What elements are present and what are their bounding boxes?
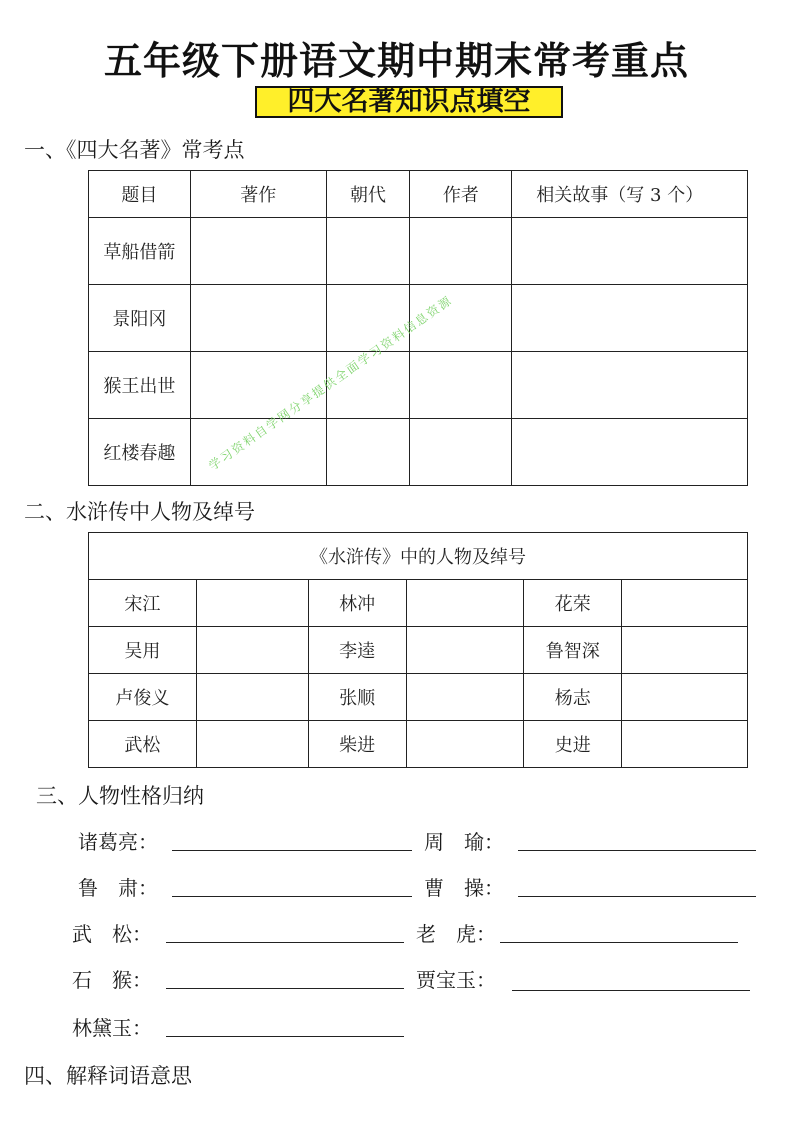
nickname-cell[interactable] <box>622 580 748 627</box>
table-row <box>89 580 748 627</box>
character-name: 卢俊义 <box>89 674 197 721</box>
section1-heading: 一、《四大名著》常考点 <box>24 138 245 162</box>
nickname-cell[interactable] <box>196 580 308 627</box>
page-title: 五年级下册语文期中期末常考重点 <box>103 39 689 83</box>
table-row <box>89 627 748 674</box>
answer-cell[interactable] <box>512 285 748 352</box>
nickname-cell[interactable] <box>622 674 748 721</box>
character-name: 张顺 <box>308 674 406 721</box>
trait-label: 曹 操： <box>424 876 504 900</box>
nickname-cell[interactable] <box>406 721 524 768</box>
header-topic: 题目 <box>89 171 191 218</box>
header-stories: 相关故事（写 3 个） <box>512 171 748 218</box>
character-name: 花荣 <box>524 580 622 627</box>
answer-cell[interactable] <box>512 352 748 419</box>
trait-label: 武 松： <box>72 922 152 946</box>
table-row <box>89 721 748 768</box>
character-name: 宋江 <box>89 580 197 627</box>
table-header-row <box>89 171 748 218</box>
topic-cell: 猴王出世 <box>89 352 191 419</box>
table-row <box>89 218 748 285</box>
topic-cell: 景阳冈 <box>89 285 191 352</box>
character-name: 吴用 <box>89 627 197 674</box>
answer-line[interactable] <box>518 850 756 851</box>
header-author: 作者 <box>410 171 512 218</box>
nickname-cell[interactable] <box>622 721 748 768</box>
answer-cell[interactable] <box>190 285 326 352</box>
answer-cell[interactable] <box>190 218 326 285</box>
nickname-cell[interactable] <box>622 627 748 674</box>
trait-label: 老 虎： <box>416 922 496 946</box>
topic-cell: 红楼春趣 <box>89 419 191 486</box>
characters-table-title: 《水浒传》中的人物及绰号 <box>89 533 748 580</box>
table-row <box>89 352 748 419</box>
trait-label: 鲁 肃： <box>78 876 158 900</box>
character-name: 柴进 <box>308 721 406 768</box>
header-work: 著作 <box>190 171 326 218</box>
section4-heading: 四、解释词语意思 <box>24 1064 192 1088</box>
trait-label: 石 猴： <box>72 968 152 992</box>
character-name: 杨志 <box>524 674 622 721</box>
answer-line[interactable] <box>172 896 412 897</box>
section2-heading: 二、水浒传中人物及绰号 <box>24 500 255 524</box>
answer-line[interactable] <box>518 896 756 897</box>
character-name: 鲁智深 <box>524 627 622 674</box>
nickname-cell[interactable] <box>196 627 308 674</box>
nickname-cell[interactable] <box>406 627 524 674</box>
character-name: 武松 <box>89 721 197 768</box>
answer-cell[interactable] <box>326 419 410 486</box>
trait-label: 周 瑜： <box>424 830 504 854</box>
table-row <box>89 674 748 721</box>
watermark: 学习资料自学网分享提供全面学习资料信息资源 <box>206 292 456 474</box>
trait-label: 贾宝玉： <box>416 968 496 992</box>
table-row <box>89 419 748 486</box>
trait-label: 诸葛亮： <box>78 830 158 854</box>
answer-line[interactable] <box>166 988 404 989</box>
character-name: 李逵 <box>308 627 406 674</box>
header-dynasty: 朝代 <box>326 171 410 218</box>
section3-heading: 三、人物性格归纳 <box>36 784 204 808</box>
answer-cell[interactable] <box>512 419 748 486</box>
answer-cell[interactable] <box>410 218 512 285</box>
character-name: 史进 <box>524 721 622 768</box>
table-header-row <box>89 533 748 580</box>
answer-cell[interactable] <box>410 419 512 486</box>
answer-line[interactable] <box>512 990 750 991</box>
characters-table <box>88 532 748 768</box>
answer-line[interactable] <box>166 1036 404 1037</box>
nickname-cell[interactable] <box>196 674 308 721</box>
answer-cell[interactable] <box>326 218 410 285</box>
page-subtitle: 四大名著知识点填空 <box>255 86 563 118</box>
nickname-cell[interactable] <box>406 674 524 721</box>
answer-line[interactable] <box>500 942 738 943</box>
character-name: 林冲 <box>308 580 406 627</box>
nickname-cell[interactable] <box>406 580 524 627</box>
answer-cell[interactable] <box>410 352 512 419</box>
answer-line[interactable] <box>166 942 404 943</box>
topic-cell: 草船借箭 <box>89 218 191 285</box>
nickname-cell[interactable] <box>196 721 308 768</box>
answer-line[interactable] <box>172 850 412 851</box>
trait-label: 林黛玉： <box>72 1016 152 1040</box>
answer-cell[interactable] <box>512 218 748 285</box>
